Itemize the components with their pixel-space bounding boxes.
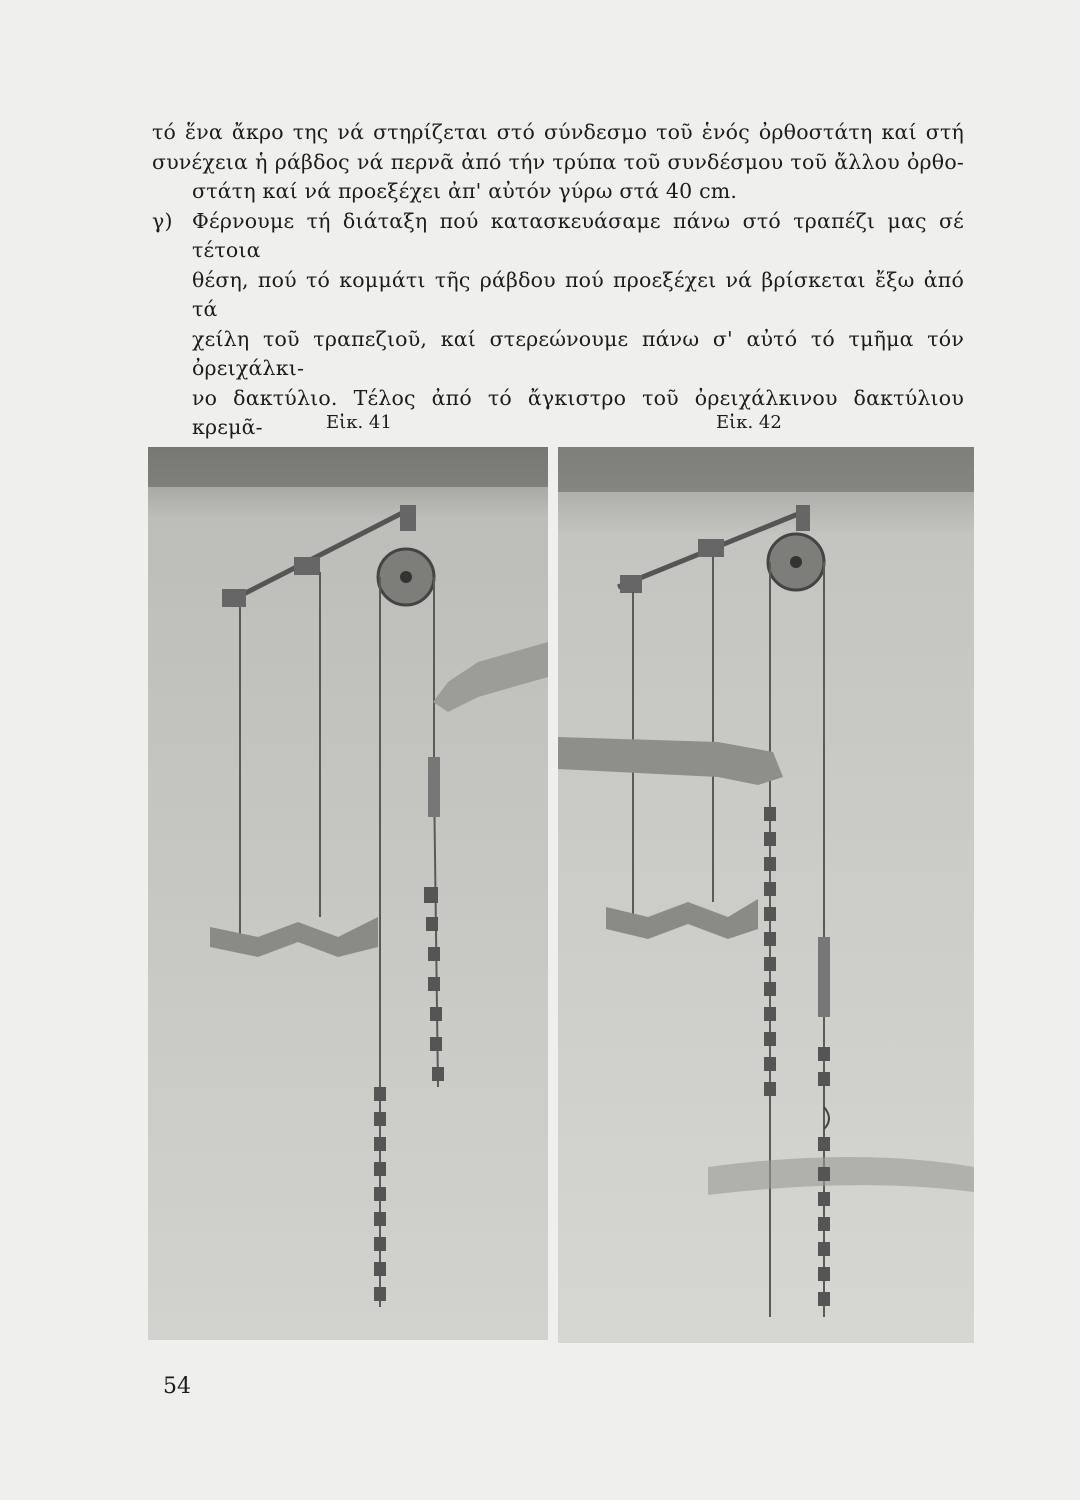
text-line: συνέχεια ἡ ράβδος νά περνᾶ ἀπό τήν τρύπα τοῦ συνδέσμου τοῦ ἄλλου ὀρθο- (152, 149, 964, 174)
text-line: Φέρνουμε τή διάταξη πού κατασκευάσαμε πάνω στό τραπέζι μας σέ τέτοια (192, 208, 964, 262)
text-line: θέση, πού τό κομμάτι τῆς ράβδου πού προεξέχει νά βρίσκεται ἔξω ἀπό τά (192, 267, 964, 321)
list-item-c (152, 207, 964, 473)
text-line: στάτη καί νά προεξέχει ἀπ' αὐτόν γύρω στά 40 cm. (192, 179, 738, 203)
text-line: νο δακτύλιο. Τέλος ἀπό τό ἄγκιστρο τοῦ ὀρειχάλκινου δακτύλιου κρεμᾶ- (192, 385, 964, 439)
figure-42-photo (558, 447, 974, 1343)
text-line: χείλη τοῦ τραπεζιοῦ, καί στερεώνουμε πάνω σ' αὐτό τό τμῆμα τόν ὀρειχάλκι- (192, 326, 964, 380)
body-text (152, 118, 964, 472)
figure-41-caption: Εἰκ. 41 (326, 412, 392, 433)
item-label: γ) (152, 208, 173, 233)
text-line: τό ἕνα ἄκρο της νά στηρίζεται στό σύνδεσμο τοῦ ἑνός ὀρθοστάτη καί στή (152, 120, 964, 144)
figure-41-photo (148, 447, 548, 1340)
figure-42-caption: Εἰκ. 42 (716, 412, 782, 433)
page-number: 54 (163, 1374, 191, 1399)
